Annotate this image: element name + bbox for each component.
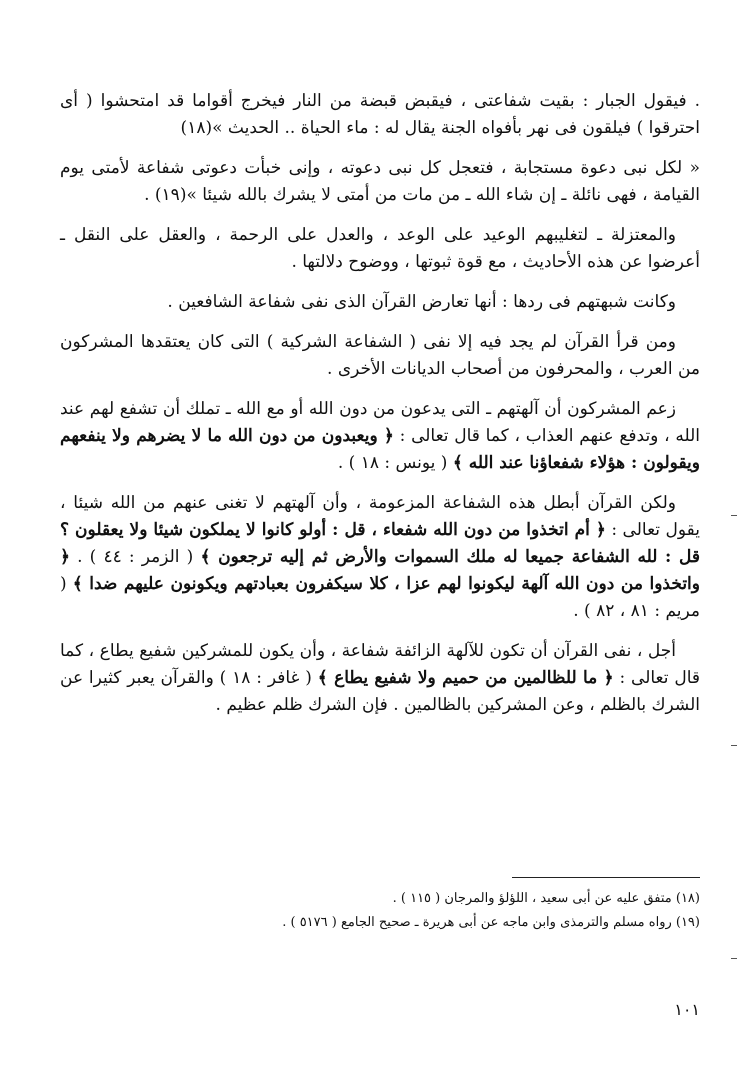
text-segment: ( غافر : ١٨ ) والقرآن يعبر كثيرا عن الشرك بالظلم ، وعن المشركين بالظالمين . فإن الشرك ظلم عظيم . [60, 668, 700, 715]
paragraph-p2 [60, 155, 700, 209]
quran-verse: ﴿ واتخذوا من دون الله آلهة ليكونوا لهم عزا ، كلا سيكفرون بعبادتهم ويكونون عليهم ضدا ﴾ [60, 547, 700, 594]
text-segment: ( مريم : ٨١ ، ٨٢ ) . [60, 574, 700, 621]
text-segment: وكانت شبهتهم فى ردها : أنها تعارض القرآن الذى نفى شفاعة الشافعين . [167, 292, 676, 312]
text-segment: ومن قرأ القرآن لم يجد فيه إلا نفى ( الشفاعة الشركية ) التى كان يعتقدها المشركون من العرب ، والمحرفون من أصحاب الديانات الأخرى . [60, 332, 700, 379]
paragraph-p1 [60, 88, 700, 142]
paragraph-p6 [60, 396, 700, 477]
footnotes [60, 887, 700, 935]
paragraph-p5 [60, 329, 700, 383]
quran-verse: ﴿ ما للظالمين من حميم ولا شفيع يطاع ﴾ [317, 668, 614, 688]
paragraph-p4 [60, 289, 700, 316]
paragraph-p8 [60, 638, 700, 719]
text-segment: أجل ، نفى القرآن أن تكون للآلهة الزائفة شفاعة ، وأن يكون للمشركين شفيع يطاع ، كما قال تعالى : [60, 641, 700, 688]
text-segment: والمعتزلة ـ لتغليبهم الوعيد على الوعد ، والعدل على الرحمة ، والعقل على النقل ـ أعرضوا عن هذه الأحاديث ، مع قوة ثبوتها ، ووضوح دلالتها . [60, 225, 700, 272]
text-segment: ( الزمر : ٤٤ ) . [69, 547, 201, 567]
main-text [60, 88, 700, 732]
paragraph-p3 [60, 222, 700, 276]
scan-edge-mark [731, 515, 737, 516]
text-segment: زعم المشركون أن آلهتهم ـ التى يدعون من دون الله أو مع الله ـ تملك أن تشفع لهم عند الله ، وتدفع عنهم العذاب ، كما قال تعالى : [60, 399, 700, 446]
text-segment: ولكن القرآن أبطل هذه الشفاعة المزعومة ، وأن آلهتهم لا تغنى عنهم من الله شيئا ، يقول تعالى : [60, 493, 700, 540]
text-segment: ( يونس : ١٨ ) . [337, 453, 453, 473]
page-number: ١٠١ [674, 1000, 700, 1019]
footnote-19: (١٩) رواه مسلم والترمذى وابن ماجه عن أبى هريرة ـ صحيح الجامع ( ٥١٧٦ ) . [282, 915, 700, 930]
scan-edge-mark [731, 745, 737, 746]
quran-verse: ﴿ ويعبدون من دون الله ما لا يضرهم ولا ينفعهم ويقولون : هؤلاء شفعاؤنا عند الله ﴾ [60, 426, 700, 473]
paragraph-p7 [60, 490, 700, 625]
scan-edge-mark [731, 958, 737, 959]
text-segment: . فيقول الجبار : بقيت شفاعتى ، فيقبض قبضة من النار فيخرج أقواما قد امتحشوا ( أى احترقوا ) فيلقون فى نهر بأفواه الجنة يقال له : ماء الحياة .. الحديث »(١٨) [60, 91, 700, 138]
quran-verse: ﴿ أم اتخذوا من دون الله شفعاء ، قل : أولو كانوا لا يملكون شيئا ولا يعقلون ؟ قل : لله الشفاعة جميعا له ملك السموات والأرض ثم إليه ترجعون ﴾ [60, 520, 700, 567]
footnote-divider [512, 877, 700, 878]
footnote-18: (١٨) متفق عليه عن أبى سعيد ، اللؤلؤ والمرجان ( ١١٥ ) . [392, 891, 700, 906]
text-segment: « لكل نبى دعوة مستجابة ، فتعجل كل نبى دعوته ، وإنى خبأت دعوتى شفاعة لأمتى يوم القيامة ، فهى نائلة ـ إن شاء الله ـ من مات من أمتى لا يشرك بالله شيئا »(١٩) . [60, 158, 700, 205]
